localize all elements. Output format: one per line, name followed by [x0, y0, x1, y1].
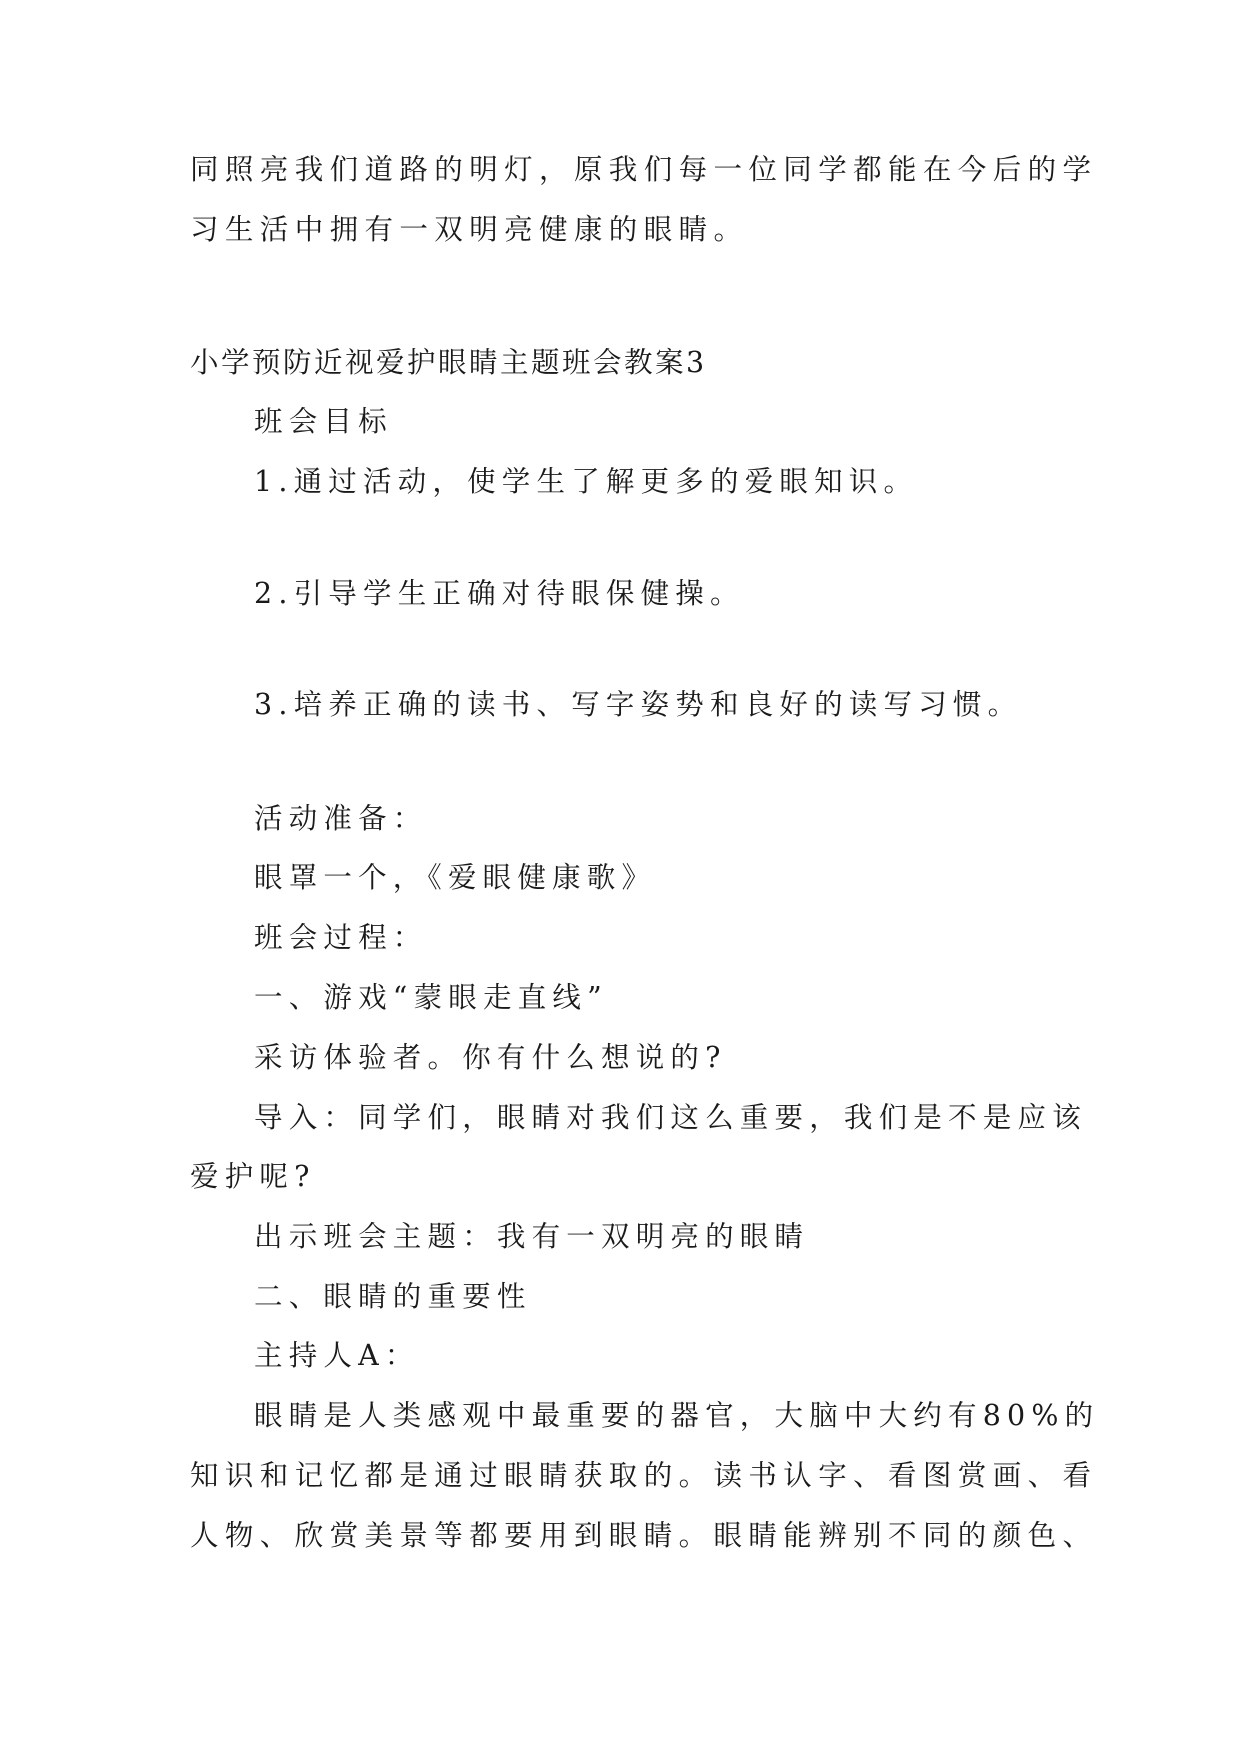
paragraph-line: 导入：同学们，眼睛对我们这么重要，我们是不是应该: [254, 1101, 1087, 1134]
goal-item: 3.培养正确的读书、写字姿势和良好的读写习惯。: [254, 688, 1023, 721]
step-title: 一、游戏“蒙眼走直线”: [254, 981, 608, 1014]
paragraph-line: 出示班会主题：我有一双明亮的眼睛: [254, 1220, 810, 1253]
section-title: 小学预防近视爱护眼睛主题班会教案3: [190, 346, 707, 379]
process-heading: 班会过程：: [254, 921, 428, 954]
goals-heading: 班会目标: [254, 405, 393, 438]
paragraph-line: 同照亮我们道路的明灯，原我们每一位同学都能在今后的学: [190, 153, 1098, 186]
paragraph-line: 眼睛是人类感观中最重要的器官，大脑中大约有80%的: [254, 1399, 1100, 1432]
paragraph-line: 采访体验者。你有什么想说的?: [254, 1041, 727, 1074]
goal-item: 1.通过活动，使学生了解更多的爱眼知识。: [254, 465, 919, 498]
paragraph-line: 习生活中拥有一双明亮健康的眼睛。: [190, 213, 749, 246]
prep-items: 眼罩一个，《爱眼健康歌》: [254, 861, 657, 894]
paragraph-line: 人物、欣赏美景等都要用到眼睛。眼睛能辨别不同的颜色、: [190, 1519, 1098, 1552]
goal-item: 2.引导学生正确对待眼保健操。: [254, 577, 745, 610]
prep-heading: 活动准备：: [254, 802, 428, 835]
paragraph-line: 知识和记忆都是通过眼睛获取的。读书认字、看图赏画、看: [190, 1459, 1098, 1492]
host-label: 主持人A：: [254, 1339, 420, 1372]
paragraph-line: 爱护呢?: [190, 1160, 316, 1193]
step-title: 二、眼睛的重要性: [254, 1280, 532, 1313]
